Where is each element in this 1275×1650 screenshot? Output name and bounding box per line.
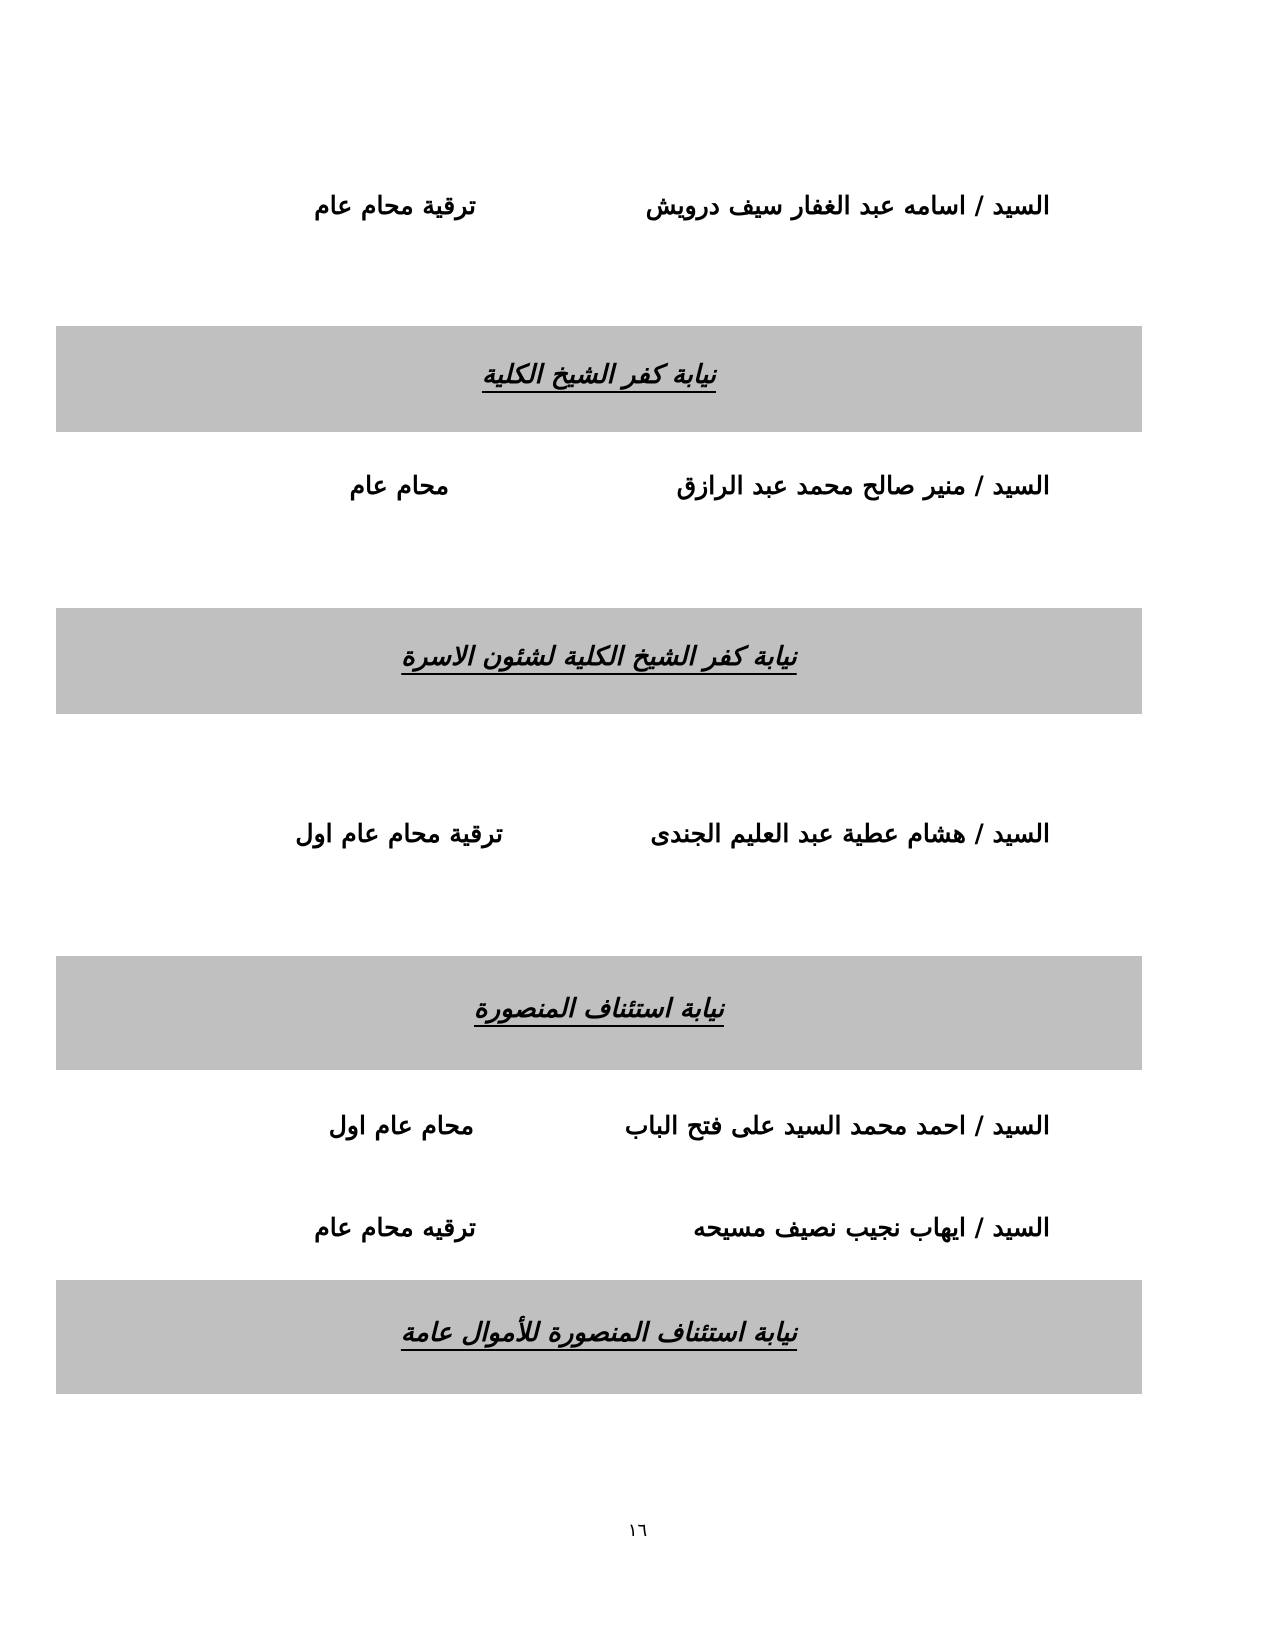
section-title: نيابة استئناف المنصورة للأموال عامة (400, 1318, 798, 1348)
person-rank: محام عام اول (328, 1111, 474, 1140)
section-title: نيابة كفر الشيخ الكلية لشئون الاسرة (401, 642, 797, 672)
person-name: السيد / ايهاب نجيب نصيف مسيحه (693, 1213, 1050, 1242)
person-name: السيد / هشام عطية عبد العليم الجندى (650, 819, 1050, 848)
person-name: السيد / احمد محمد السيد على فتح الباب (624, 1111, 1050, 1140)
person-name: السيد / اسامه عبد الغفار سيف درويش (645, 191, 1050, 220)
entry-row (300, 184, 1050, 228)
entry-row (300, 1206, 1050, 1250)
page-number: ١٦ (627, 1520, 648, 1541)
section-header (56, 956, 1142, 1070)
person-rank: محام عام (349, 471, 449, 500)
person-rank: ترقية محام عام اول (295, 819, 503, 848)
section-header (56, 326, 1142, 432)
section-title: نيابة استئناف المنصورة (474, 994, 724, 1024)
person-name: السيد / منير صالح محمد عبد الرازق (676, 471, 1050, 500)
section-title: نيابة كفر الشيخ الكلية (481, 360, 717, 390)
entry-row (295, 812, 1050, 856)
entry-row (300, 464, 1050, 508)
entry-row (300, 1104, 1050, 1148)
person-rank: ترقيه محام عام (314, 1213, 476, 1242)
person-rank: ترقية محام عام (314, 191, 476, 220)
section-header (56, 608, 1142, 714)
section-header (56, 1280, 1142, 1394)
